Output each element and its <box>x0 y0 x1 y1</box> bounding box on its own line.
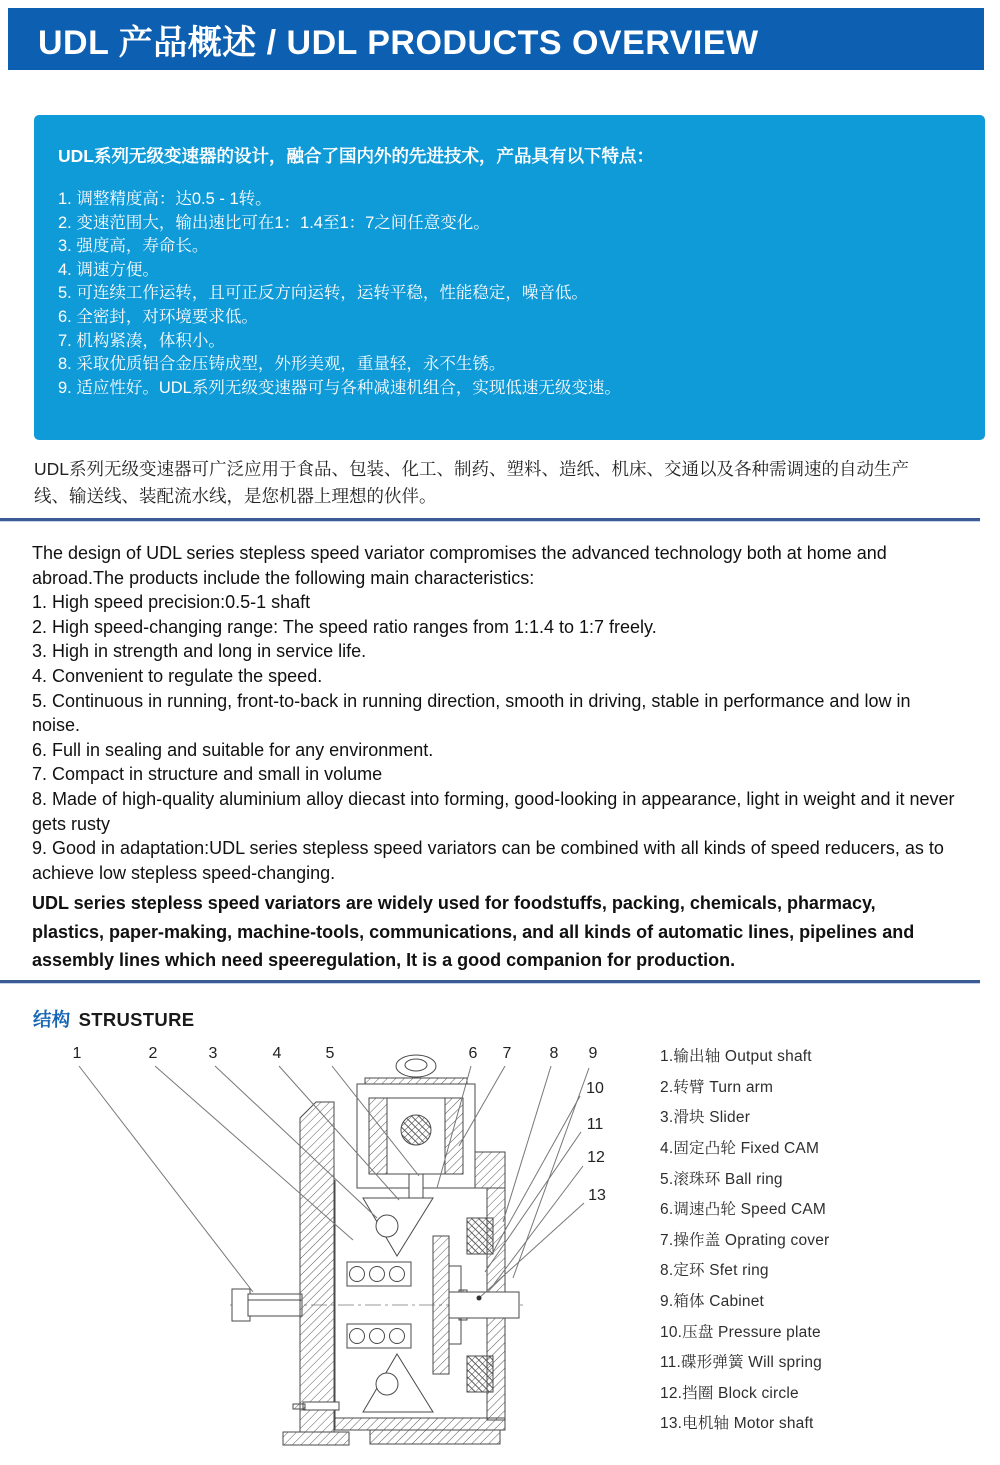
callout-12: 12 <box>587 1149 605 1166</box>
english-item: 1. High speed precision:0.5-1 shaft <box>32 592 311 613</box>
parts-list <box>660 1040 990 1438</box>
part-item: 7.操作盖 Oprating cover <box>660 1231 830 1249</box>
part-item: 12.挡圈 Block circle <box>660 1384 799 1402</box>
page-header-bar <box>8 8 984 70</box>
english-description <box>32 541 962 885</box>
callout-11: 11 <box>586 1116 604 1133</box>
english-intro: The design of UDL series stepless speed variator compromises the advanced technology both at home and abroad.The products include the following main characteristics: <box>32 543 887 588</box>
feature-item: 3. 强度高，寿命长。 <box>58 237 209 256</box>
feature-item: 7. 机构紧凑，体积小。 <box>58 331 225 350</box>
callout-7: 7 <box>502 1045 512 1062</box>
section-divider <box>0 518 980 522</box>
part-item: 6.调速凸轮 Speed CAM <box>660 1201 827 1219</box>
cross-section-drawing <box>35 1040 665 1460</box>
feature-item: 4. 调速方便。 <box>58 260 159 279</box>
part-item: 1.输出轴 Output shaft <box>660 1048 812 1066</box>
feature-item: 5. 可连续工作运转，且可正反方向运转，运转平稳，性能稳定，噪音低。 <box>58 284 588 303</box>
callout-6: 6 <box>468 1045 478 1062</box>
callout-1: 1 <box>72 1045 82 1062</box>
feature-item: 9. 适应性好。UDL系列无级变速器可与各种减速机组合，实现低速无级变速。 <box>58 378 621 397</box>
english-item: 6. Full in sealing and suitable for any environment. <box>32 739 434 760</box>
structure-heading <box>33 1006 194 1032</box>
part-item: 9.箱体 Cabinet <box>660 1293 765 1311</box>
structure-heading-cn: 结构 <box>33 1009 71 1030</box>
callout-8: 8 <box>549 1045 559 1062</box>
structure-diagram <box>35 1040 665 1460</box>
part-item: 11.碟形弹簧 Will spring <box>660 1354 822 1372</box>
part-item: 2.转臂 Turn arm <box>660 1078 774 1096</box>
part-item: 10.压盘 Pressure plate <box>660 1323 821 1341</box>
part-item: 13.电机轴 Motor shaft <box>660 1415 814 1433</box>
feature-item: 8. 采取优质铝合金压铸成型，外形美观，重量轻，永不生锈。 <box>58 355 506 374</box>
feature-item: 1. 调整精度高：达0.5 - 1转。 <box>58 190 272 208</box>
english-item: 8. Made of high-quality aluminium alloy diecast into forming, good-looking in appearance, light in weight and it never gets rusty <box>32 788 955 834</box>
features-box <box>34 115 985 440</box>
callout-10: 10 <box>586 1080 604 1097</box>
english-item: 9. Good in adaptation:UDL series stepless speed variators can be combined with all kinds of speed reducers, as to achieve low stepless speed-changing. <box>32 838 944 883</box>
part-item: 4.固定凸轮 Fixed CAM <box>660 1140 820 1158</box>
english-item: 4. Convenient to regulate the speed. <box>32 665 323 686</box>
part-item: 3.滑块 Slider <box>660 1109 751 1127</box>
english-item: 3. High in strength and long in service life. <box>32 641 367 662</box>
callout-2: 2 <box>148 1045 158 1062</box>
structure-heading-en: STRUSTURE <box>78 1009 195 1030</box>
callout-5: 5 <box>325 1045 335 1062</box>
applications-paragraph-en: UDL series stepless speed variators are widely used for foodstuffs, packing, chemicals, pharmacy, plastics, paper-making, machine-tools, communications, and all kinds of automatic lines, pipelines and assembly lines which need speeregulation, It is a good companion for production. <box>32 893 915 970</box>
callout-3: 3 <box>208 1045 218 1062</box>
english-item: 5. Continuous in running, front-to-back in running direction, smooth in driving, stable in performance and low in noise. <box>32 690 911 736</box>
callout-4: 4 <box>272 1045 282 1062</box>
page-title: UDL 产品概述 / UDL PRODUCTS OVERVIEW <box>38 23 759 62</box>
feature-item: 2. 变速范围大，输出速比可在1：1.4至1：7之间任意变化。 <box>58 213 490 232</box>
part-item: 5.滚珠环 Ball ring <box>660 1170 783 1188</box>
callout-9: 9 <box>588 1045 598 1062</box>
applications-paragraph-cn: UDL系列无级变速器可广泛应用于食品、包装、化工、制药、塑料、造纸、机床、交通以及各种需调速的自动生产线、输送线、装配流水线，是您机器上理想的伙伴。 <box>34 459 910 506</box>
callout-13: 13 <box>588 1187 606 1204</box>
english-item: 7. Compact in structure and small in volume <box>32 764 383 785</box>
part-item: 8.定环 Sfet ring <box>660 1262 769 1280</box>
machine-drawing <box>230 1055 527 1445</box>
section-divider <box>0 980 980 984</box>
english-item: 2. High speed-changing range: The speed ratio ranges from 1:1.4 to 1:7 freely. <box>32 616 657 637</box>
callout-numbers <box>73 1045 606 1204</box>
features-intro: UDL系列无级变速器的设计，融合了国内外的先进技术，产品具有以下特点： <box>58 146 654 166</box>
feature-item: 6. 全密封，对环境要求低。 <box>58 307 258 326</box>
